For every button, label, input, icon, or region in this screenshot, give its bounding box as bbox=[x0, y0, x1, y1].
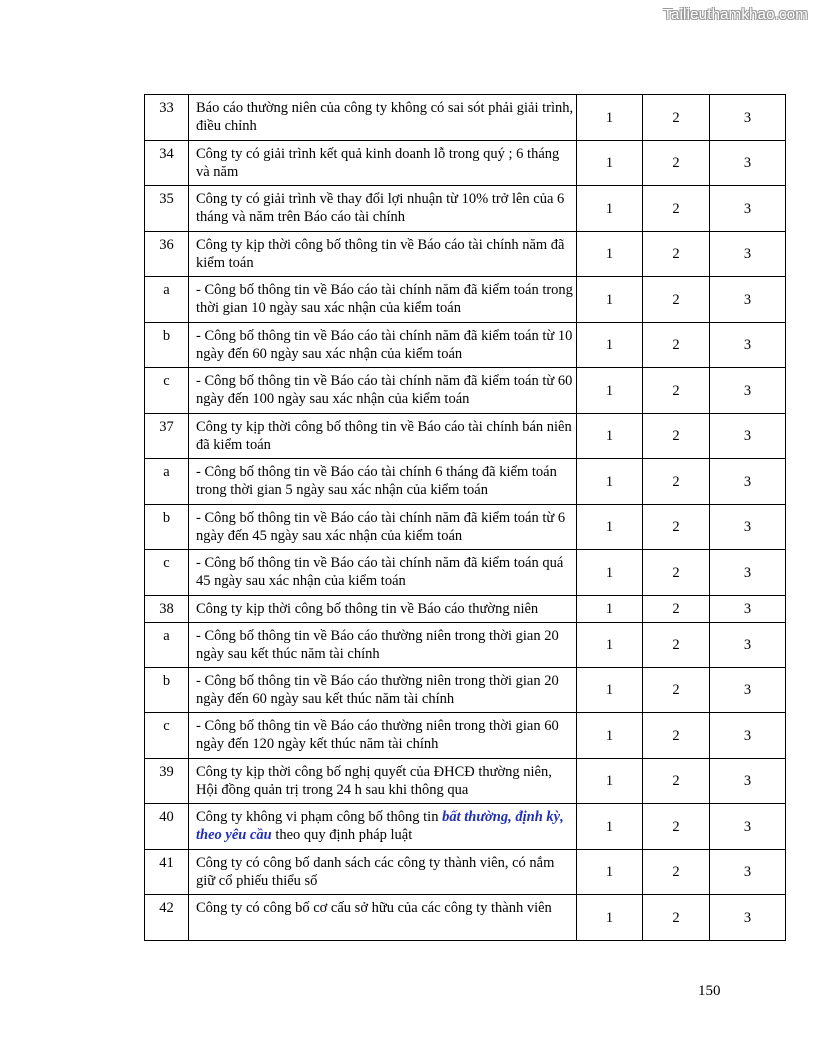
rating-1: 1 bbox=[577, 596, 643, 623]
row-criterion: - Công bố thông tin về Báo cáo thường niên trong thời gian 20 ngày đến 60 ngày sau kết thúc năm tài chính bbox=[189, 668, 577, 713]
table-row bbox=[145, 141, 786, 186]
rating-3: 3 bbox=[710, 804, 786, 850]
rating-2: 2 bbox=[643, 759, 710, 804]
table-row bbox=[145, 550, 786, 596]
row-criterion: Công ty kịp thời công bố thông tin về Báo cáo thường niên bbox=[189, 596, 577, 623]
row-number: c bbox=[145, 368, 189, 414]
rating-1: 1 bbox=[577, 232, 643, 277]
rating-3: 3 bbox=[710, 186, 786, 232]
page-number: 150 bbox=[698, 983, 721, 999]
rating-3: 3 bbox=[710, 759, 786, 804]
rating-1: 1 bbox=[577, 895, 643, 941]
table-row bbox=[145, 186, 786, 232]
row-number: 41 bbox=[145, 850, 189, 895]
row-number: 38 bbox=[145, 596, 189, 623]
table-row bbox=[145, 623, 786, 668]
rating-2: 2 bbox=[643, 232, 710, 277]
rating-1: 1 bbox=[577, 95, 643, 141]
table-row bbox=[145, 277, 786, 323]
rating-1: 1 bbox=[577, 141, 643, 186]
row-number: 42 bbox=[145, 895, 189, 941]
rating-3: 3 bbox=[710, 550, 786, 596]
row-criterion: Công ty kịp thời công bố thông tin về Báo cáo tài chính bán niên đã kiểm toán bbox=[189, 414, 577, 459]
row-number: a bbox=[145, 459, 189, 505]
rating-2: 2 bbox=[643, 804, 710, 850]
row-criterion: Công ty có giải trình kết quả kinh doanh lỗ trong quý ; 6 tháng và năm bbox=[189, 141, 577, 186]
rating-3: 3 bbox=[710, 895, 786, 941]
table-row bbox=[145, 505, 786, 550]
rating-1: 1 bbox=[577, 623, 643, 668]
rating-3: 3 bbox=[710, 668, 786, 713]
watermark: Tailieuthamkhao.com bbox=[663, 6, 808, 23]
rating-1: 1 bbox=[577, 550, 643, 596]
rating-1: 1 bbox=[577, 277, 643, 323]
rating-1: 1 bbox=[577, 804, 643, 850]
rating-3: 3 bbox=[710, 141, 786, 186]
row-number: c bbox=[145, 550, 189, 596]
row-number: c bbox=[145, 713, 189, 759]
rating-2: 2 bbox=[643, 550, 710, 596]
table-row bbox=[145, 323, 786, 368]
rating-3: 3 bbox=[710, 232, 786, 277]
survey-table-body bbox=[145, 95, 786, 941]
table-row bbox=[145, 804, 786, 850]
table-row bbox=[145, 596, 786, 623]
criterion-text-start: Công ty không vi phạm công bố thông tin bbox=[196, 809, 443, 825]
rating-2: 2 bbox=[643, 850, 710, 895]
rating-2: 2 bbox=[643, 505, 710, 550]
row-criterion: - Công bố thông tin về Báo cáo thường niên trong thời gian 60 ngày đến 120 ngày kết thúc năm tài chính bbox=[189, 713, 577, 759]
rating-2: 2 bbox=[643, 459, 710, 505]
rating-3: 3 bbox=[710, 277, 786, 323]
rating-1: 1 bbox=[577, 668, 643, 713]
row-criterion: - Công bố thông tin về Báo cáo tài chính năm đã kiểm toán từ 60 ngày đến 100 ngày sau xác nhận của kiểm toán bbox=[189, 368, 577, 414]
row-number: 33 bbox=[145, 95, 189, 141]
rating-1: 1 bbox=[577, 850, 643, 895]
rating-3: 3 bbox=[710, 414, 786, 459]
table-row bbox=[145, 850, 786, 895]
rating-2: 2 bbox=[643, 95, 710, 141]
row-criterion: Công ty có công bố cơ cấu sở hữu của các công ty thành viên bbox=[189, 895, 577, 941]
rating-3: 3 bbox=[710, 459, 786, 505]
rating-1: 1 bbox=[577, 713, 643, 759]
rating-3: 3 bbox=[710, 713, 786, 759]
rating-2: 2 bbox=[643, 141, 710, 186]
rating-3: 3 bbox=[710, 323, 786, 368]
row-number: 37 bbox=[145, 414, 189, 459]
rating-3: 3 bbox=[710, 596, 786, 623]
table-row bbox=[145, 713, 786, 759]
table-row bbox=[145, 668, 786, 713]
rating-1: 1 bbox=[577, 759, 643, 804]
table-row bbox=[145, 459, 786, 505]
row-criterion: - Công bố thông tin về Báo cáo thường niên trong thời gian 20 ngày sau kết thúc năm tài chính bbox=[189, 623, 577, 668]
rating-2: 2 bbox=[643, 323, 710, 368]
row-criterion: - Công bố thông tin về Báo cáo tài chính năm đã kiểm toán trong thời gian 10 ngày sau xác nhận của kiểm toán bbox=[189, 277, 577, 323]
table-row bbox=[145, 759, 786, 804]
row-criterion: Công ty kịp thời công bố nghị quyết của ĐHCĐ thường niên, Hội đồng quản trị trong 24 h sau khi thông qua bbox=[189, 759, 577, 804]
emphasized-terms: bất thường, định kỳ, theo yêu cầu bbox=[196, 809, 564, 843]
rating-2: 2 bbox=[643, 414, 710, 459]
row-criterion: - Công bố thông tin về Báo cáo tài chính năm đã kiểm toán từ 6 ngày đến 45 ngày sau xác nhận của kiểm toán bbox=[189, 505, 577, 550]
rating-1: 1 bbox=[577, 414, 643, 459]
row-criterion: - Công bố thông tin về Báo cáo tài chính năm đã kiểm toán quá 45 ngày sau xác nhận của kiểm toán bbox=[189, 550, 577, 596]
row-number: b bbox=[145, 505, 189, 550]
row-number: a bbox=[145, 623, 189, 668]
rating-3: 3 bbox=[710, 95, 786, 141]
rating-3: 3 bbox=[710, 623, 786, 668]
rating-2: 2 bbox=[643, 277, 710, 323]
row-criterion: Công ty có giải trình về thay đổi lợi nhuận từ 10% trở lên của 6 tháng và năm trên Báo cáo tài chính bbox=[189, 186, 577, 232]
rating-2: 2 bbox=[643, 895, 710, 941]
rating-2: 2 bbox=[643, 368, 710, 414]
row-criterion: - Công bố thông tin về Báo cáo tài chính 6 tháng đã kiểm toán trong thời gian 5 ngày sau xác nhận của kiểm toán bbox=[189, 459, 577, 505]
table-row bbox=[145, 95, 786, 141]
rating-1: 1 bbox=[577, 505, 643, 550]
row-number: 36 bbox=[145, 232, 189, 277]
row-criterion: - Công bố thông tin về Báo cáo tài chính năm đã kiểm toán từ 10 ngày đến 60 ngày sau xác nhận của kiểm toán bbox=[189, 323, 577, 368]
row-number: a bbox=[145, 277, 189, 323]
survey-table bbox=[144, 94, 786, 941]
rating-1: 1 bbox=[577, 368, 643, 414]
row-number: 40 bbox=[145, 804, 189, 850]
row-number: 39 bbox=[145, 759, 189, 804]
table-row bbox=[145, 368, 786, 414]
rating-2: 2 bbox=[643, 713, 710, 759]
row-number: 34 bbox=[145, 141, 189, 186]
row-criterion bbox=[189, 804, 577, 850]
table-row bbox=[145, 232, 786, 277]
rating-1: 1 bbox=[577, 186, 643, 232]
row-criterion: Công ty kịp thời công bố thông tin về Báo cáo tài chính năm đã kiểm toán bbox=[189, 232, 577, 277]
rating-3: 3 bbox=[710, 850, 786, 895]
row-criterion: Công ty có công bố danh sách các công ty thành viên, có nắm giữ cổ phiếu thiểu số bbox=[189, 850, 577, 895]
row-criterion: Báo cáo thường niên của công ty không có sai sót phải giải trình, điều chỉnh bbox=[189, 95, 577, 141]
rating-2: 2 bbox=[643, 186, 710, 232]
row-number: b bbox=[145, 323, 189, 368]
table-row bbox=[145, 414, 786, 459]
row-number: b bbox=[145, 668, 189, 713]
rating-3: 3 bbox=[710, 368, 786, 414]
table-row bbox=[145, 895, 786, 941]
rating-1: 1 bbox=[577, 323, 643, 368]
rating-1: 1 bbox=[577, 459, 643, 505]
criterion-text-end: theo quy định pháp luật bbox=[271, 827, 413, 843]
row-number: 35 bbox=[145, 186, 189, 232]
rating-2: 2 bbox=[643, 668, 710, 713]
rating-2: 2 bbox=[643, 596, 710, 623]
rating-2: 2 bbox=[643, 623, 710, 668]
rating-3: 3 bbox=[710, 505, 786, 550]
